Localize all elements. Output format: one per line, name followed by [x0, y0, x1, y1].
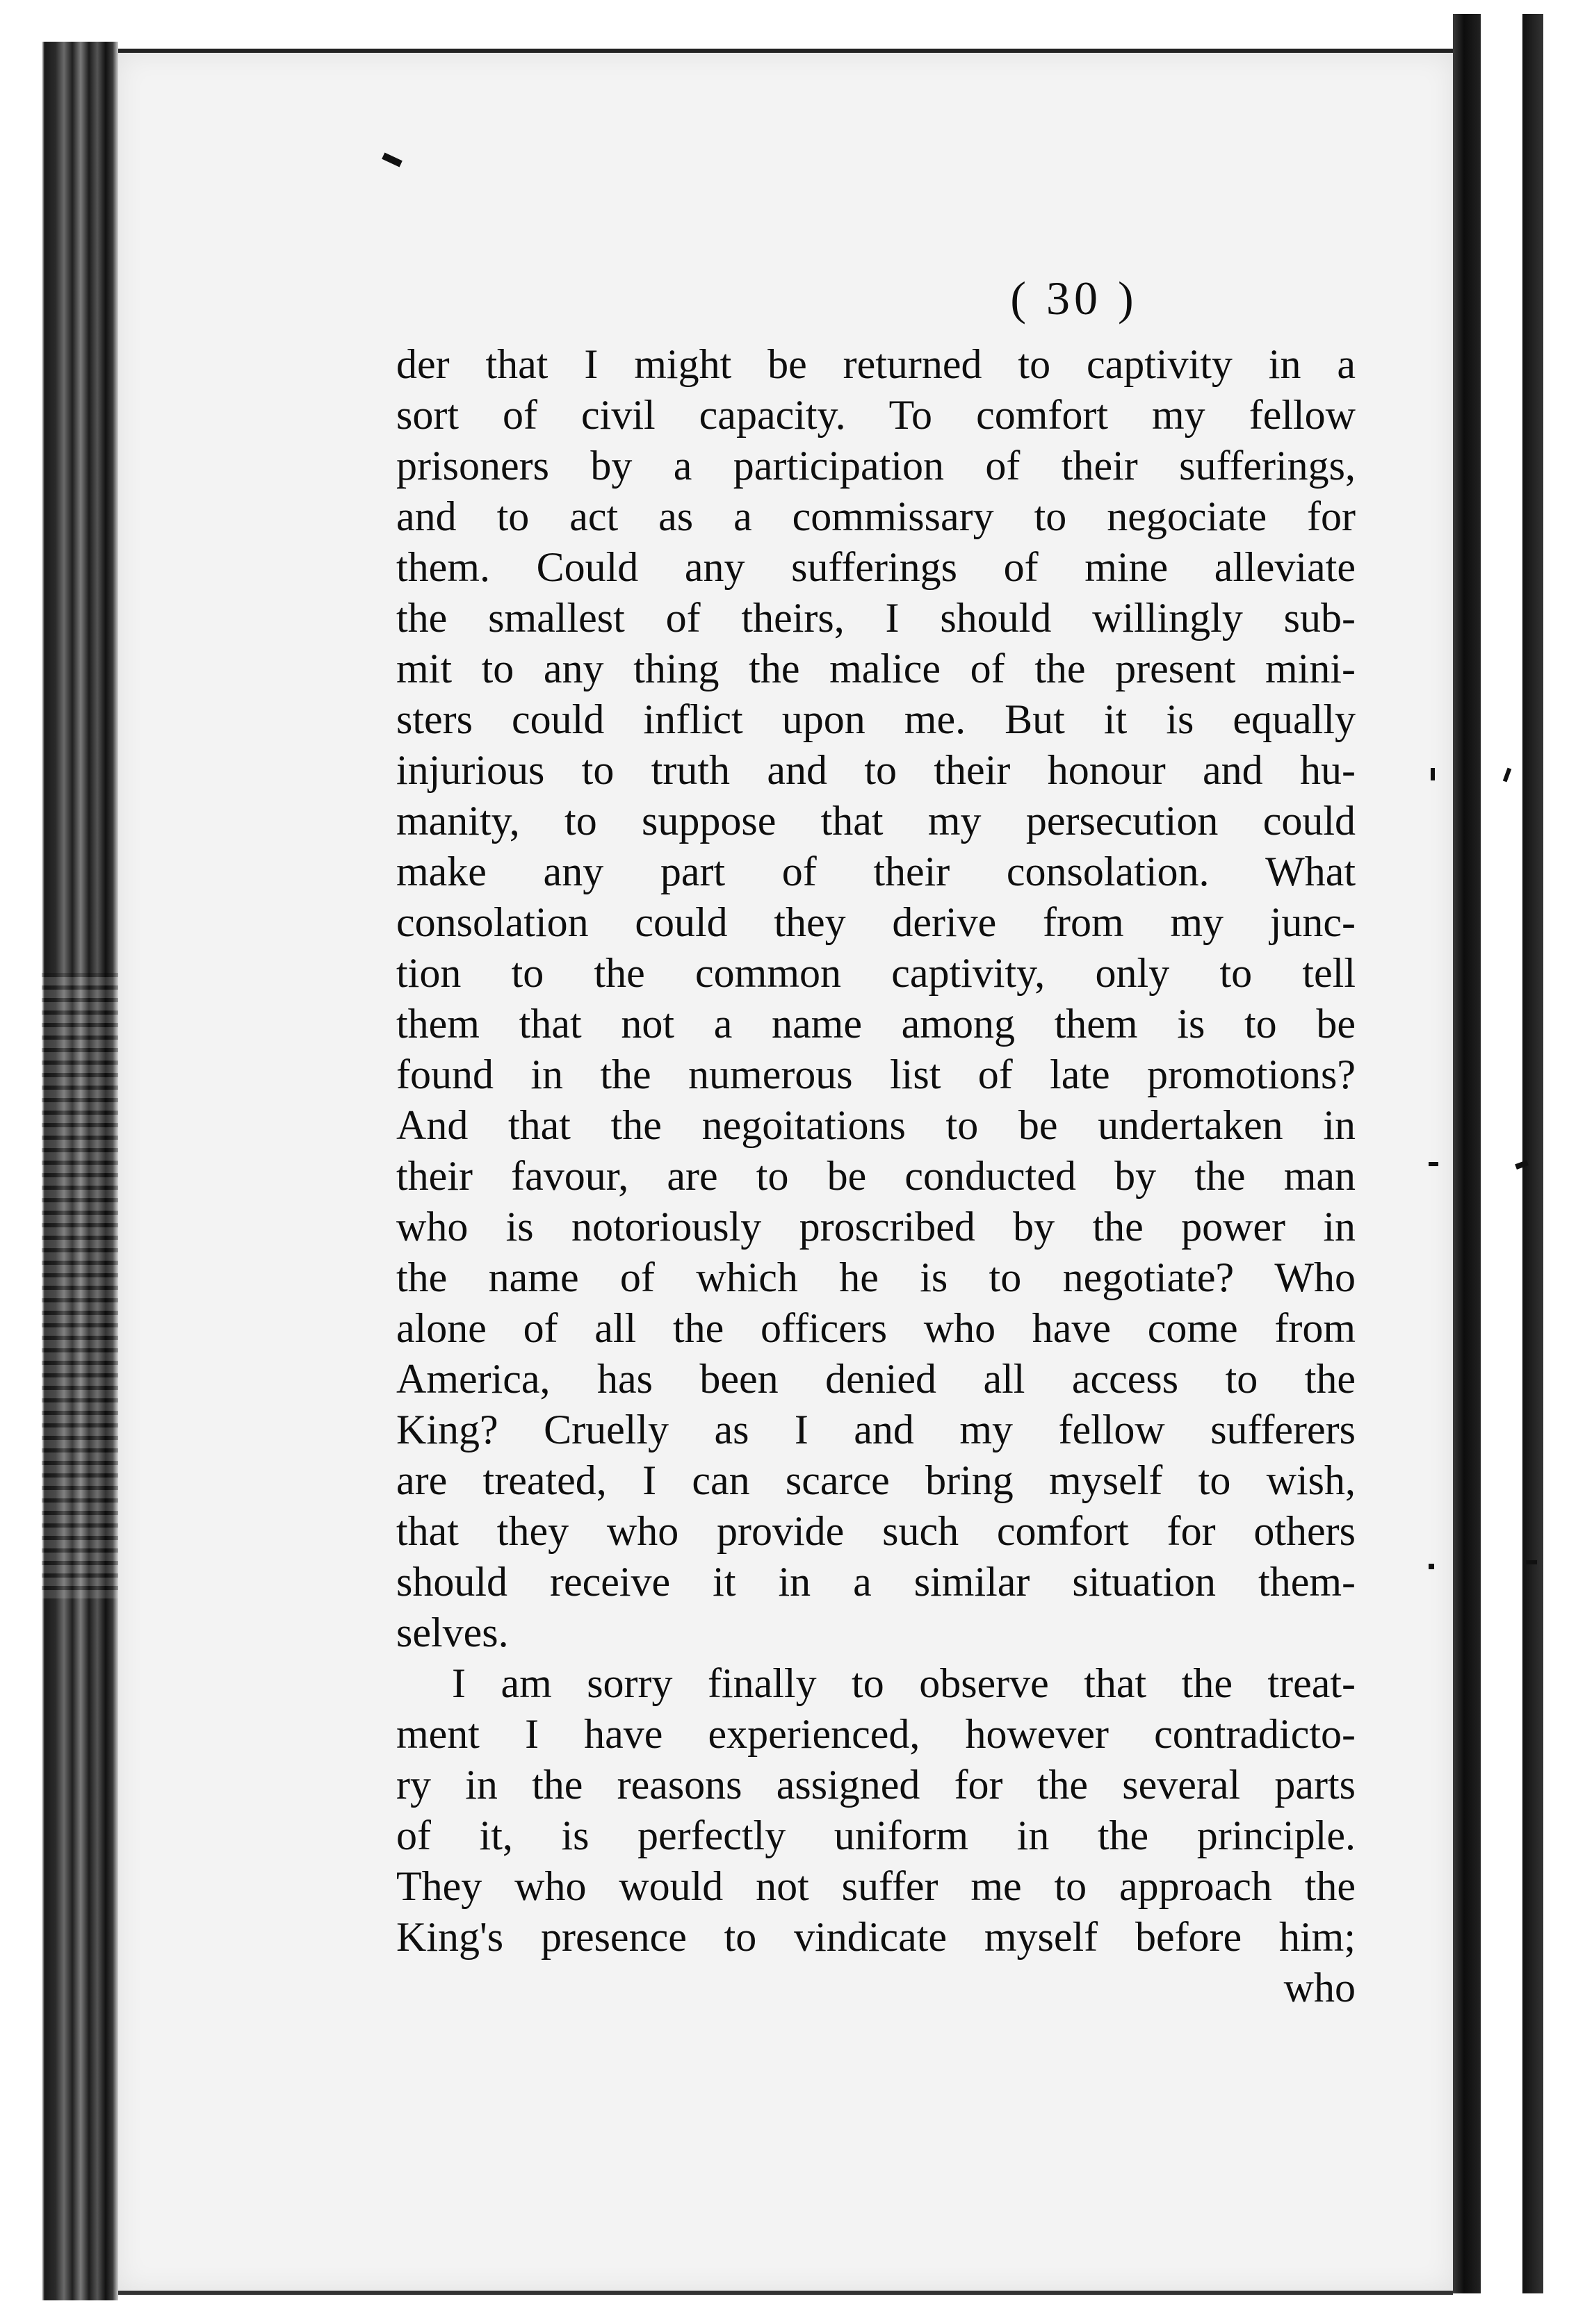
text-line: I am sorry finally to observe that the treat-	[452, 1660, 1356, 1706]
text-line: and to act as a commissary to negociate for	[396, 493, 1356, 539]
text-line: mit to any thing the malice of the present mini-	[396, 646, 1356, 692]
right-gutter	[1453, 14, 1481, 2293]
text-line: manity, to suppose that my persecution could	[396, 798, 1356, 844]
page-number-header	[0, 271, 1585, 326]
text-line: America, has been denied all access to the	[396, 1356, 1356, 1402]
text-line: are treated, I can scarce bring myself to wish,	[396, 1457, 1356, 1503]
text-line: sort of civil capacity. To comfort my fellow	[396, 392, 1356, 438]
text-line: should receive it in a similar situation them-	[396, 1559, 1356, 1605]
text-line: make any part of their consolation. What	[396, 849, 1356, 894]
text-line: alone of all the officers who have come from	[396, 1305, 1356, 1351]
text-line: of it, is perfectly uniform in the principle.	[396, 1812, 1356, 1858]
page-text	[396, 339, 1356, 2013]
text-line: tion to the common captivity, only to tell	[396, 950, 1356, 996]
ink-speck	[1429, 1162, 1438, 1166]
text-line: And that the negoitations to be undertaken in	[396, 1102, 1356, 1148]
text-line: who is notoriously proscribed by the power in	[396, 1204, 1356, 1250]
text-line: them. Could any sufferings of mine alleviate	[396, 544, 1356, 590]
text-line: injurious to truth and to their honour and hu-	[396, 747, 1356, 793]
text-line: sters could inflict upon me. But it is equally	[396, 696, 1356, 742]
text-line: King? Cruelly as I and my fellow sufferers	[396, 1407, 1356, 1452]
ink-speck	[1431, 768, 1435, 780]
text-line: der that I might be returned to captivity in a	[396, 341, 1356, 387]
facing-page-strip	[1481, 14, 1522, 2293]
text-line: They who would not suffer me to approach the	[396, 1863, 1356, 1909]
ink-speck	[1526, 1560, 1537, 1564]
ink-speck	[1429, 1564, 1434, 1569]
text-line: them that not a name among them is to be	[396, 1001, 1356, 1047]
text-line: ment I have experienced, however contradicto-	[396, 1711, 1356, 1757]
page-number: ( 30 )	[1010, 272, 1138, 325]
text-line: the name of which he is to negotiate? Who	[396, 1254, 1356, 1300]
text-line: that they who provide such comfort for others	[396, 1508, 1356, 1554]
text-line: the smallest of theirs, I should willingly sub-	[396, 595, 1356, 641]
text-line: their favour, are to be conducted by the man	[396, 1153, 1356, 1199]
catchword: who	[1283, 1965, 1356, 2011]
text-line: found in the numerous list of late promotions?	[396, 1051, 1356, 1097]
page-edge-stack	[42, 973, 118, 1598]
text-line: ry in the reasons assigned for the several parts	[396, 1762, 1356, 1808]
text-line: prisoners by a participation of their sufferings,	[396, 443, 1356, 489]
text-line: consolation could they derive from my junc-	[396, 899, 1356, 945]
text-line: King's presence to vindicate myself before him;	[396, 1914, 1356, 1960]
text-line: selves.	[396, 1610, 509, 1655]
right-page-edge	[1522, 14, 1543, 2293]
